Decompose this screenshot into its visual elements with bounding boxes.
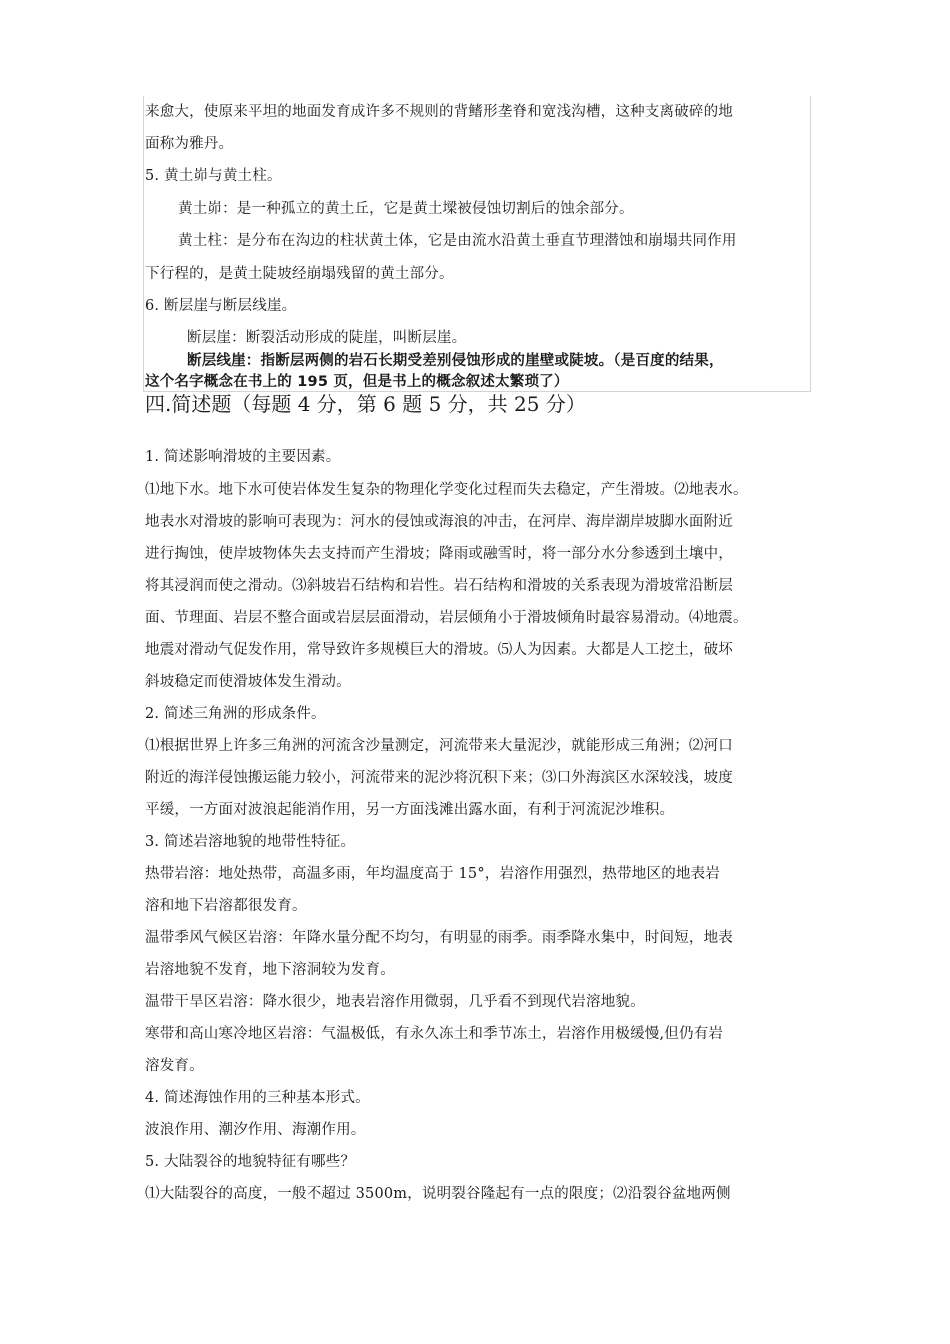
answer-line: 将其浸润而使之滑动。⑶斜坡岩石结构和岩性。岩石结构和滑坡的关系表现为滑坡常沿断层 bbox=[145, 578, 733, 594]
answer-line: 面、节理面、岩层不整合面或岩层层面滑动，岩层倾角小于滑坡倾角时最容易滑动。⑷地震。 bbox=[145, 610, 748, 626]
answer-line: 温带干旱区岩溶：降水很少，地表岩溶作用微弱，几乎看不到现代岩溶地貌。 bbox=[145, 994, 645, 1010]
box-line: 黄土峁：是一种孤立的黄土丘，它是黄土墚被侵蚀切割后的蚀余部分。 bbox=[178, 201, 634, 217]
box-line-bold: 这个名字概念在书上的 195 页，但是书上的概念叙述太繁琐了） bbox=[145, 374, 569, 390]
box-line-bold: 断层线崖：指断层两侧的岩石长期受差别侵蚀形成的崖壁或陡坡。（是百度的结果， bbox=[187, 353, 724, 369]
answer-line: 寒带和高山寒冷地区岩溶：气温极低，有永久冻土和季节冻土，岩溶作用极缓慢,但仍有岩 bbox=[145, 1026, 724, 1042]
answer-line: 温带季风气候区岩溶：年降水量分配不均匀，有明显的雨季。雨季降水集中，时间短，地表 bbox=[145, 930, 733, 946]
answer-line: ⑴根据世界上许多三角洲的河流含沙量测定，河流带来大量泥沙，就能形成三角洲；⑵河口 bbox=[145, 738, 733, 754]
box-line: 5. 黄土峁与黄土柱。 bbox=[145, 168, 282, 184]
question-title: 3. 简述岩溶地貌的地带性特征。 bbox=[145, 834, 356, 850]
box-line: 断层崖：断裂活动形成的陡崖，叫断层崖。 bbox=[187, 330, 467, 346]
answer-line: 溶和地下岩溶都很发育。 bbox=[145, 898, 307, 914]
answer-line: 地表水对滑坡的影响可表现为：河水的侵蚀或海浪的冲击，在河岸、海岸湖岸坡脚水面附近 bbox=[145, 514, 733, 530]
question-title: 4. 简述海蚀作用的三种基本形式。 bbox=[145, 1090, 370, 1106]
answer-line: 热带岩溶：地处热带，高温多雨，年均温度高于 15°，岩溶作用强烈，热带地区的地表岩 bbox=[145, 866, 721, 882]
answer-line: 溶发育。 bbox=[145, 1058, 204, 1074]
question-title: 5. 大陆裂谷的地貌特征有哪些？ bbox=[145, 1154, 356, 1170]
answer-line: 平缓，一方面对波浪起能消作用，另一方面浅滩出露水面，有利于河流泥沙堆积。 bbox=[145, 802, 675, 818]
box-line: 来愈大，使原来平坦的地面发育成许多不规则的背鳍形垄脊和宽浅沟槽，这种支离破碎的地 bbox=[145, 104, 733, 120]
box-line: 6. 断层崖与断层线崖。 bbox=[145, 298, 297, 314]
question-title: 2. 简述三角洲的形成条件。 bbox=[145, 706, 326, 722]
answer-line: 岩溶地貌不发育，地下溶洞较为发育。 bbox=[145, 962, 395, 978]
answer-line: 地震对滑动气促发作用，常导致许多规模巨大的滑坡。⑸人为因素。大都是人工挖土，破坏 bbox=[145, 642, 733, 658]
box-line: 面称为雅丹。 bbox=[145, 136, 234, 152]
question-title: 1. 简述影响滑坡的主要因素。 bbox=[145, 449, 341, 465]
answer-line: 进行掏蚀，使岸坡物体失去支持而产生滑坡；降雨或融雪时，将一部分水分参透到土壤中， bbox=[145, 546, 733, 562]
answer-line: 附近的海洋侵蚀搬运能力较小，河流带来的泥沙将沉积下来；⑶口外海滨区水深较浅，坡度 bbox=[145, 770, 733, 786]
answer-line: ⑴地下水。地下水可使岩体发生复杂的物理化学变化过程而失去稳定，产生滑坡。⑵地表水。 bbox=[145, 482, 748, 498]
box-line: 黄土柱：是分布在沟边的柱状黄土体，它是由流水沿黄土垂直节理潜蚀和崩塌共同作用 bbox=[178, 233, 737, 249]
answer-line: ⑴大陆裂谷的高度，一般不超过 3500m，说明裂谷隆起有一点的限度；⑵沿裂谷盆地两侧 bbox=[145, 1186, 731, 1202]
box-line: 下行程的，是黄土陡坡经崩塌残留的黄土部分。 bbox=[145, 266, 454, 282]
answer-line: 斜坡稳定而使滑坡体发生滑动。 bbox=[145, 674, 351, 690]
answer-line: 波浪作用、潮汐作用、海潮作用。 bbox=[145, 1122, 366, 1138]
section-heading: 四.简述题（每题 4 分，第 6 题 5 分，共 25 分） bbox=[145, 392, 586, 416]
